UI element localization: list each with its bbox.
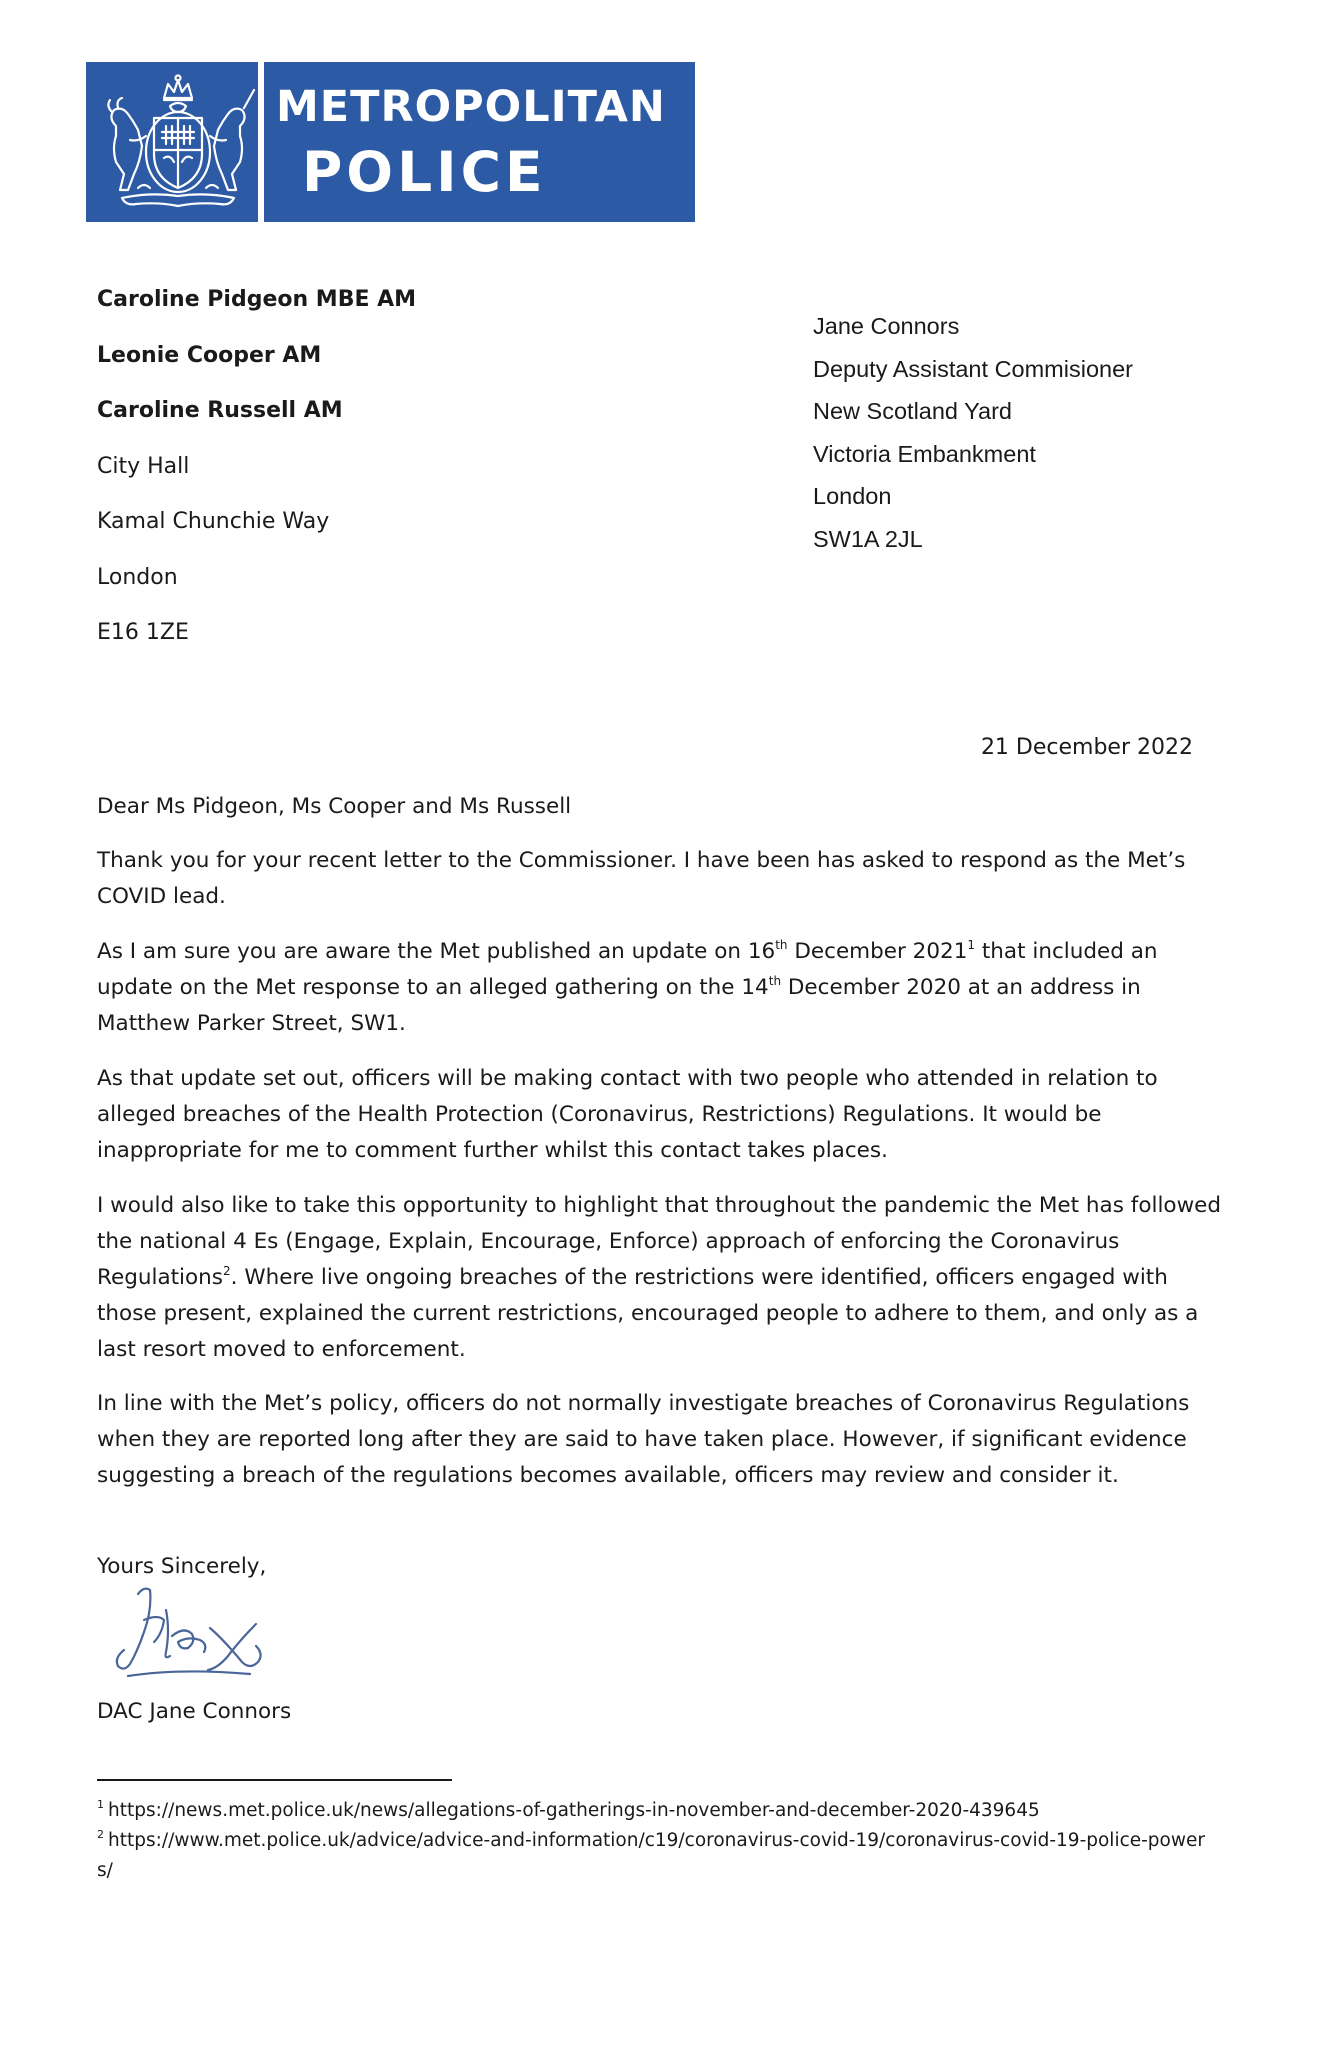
footnote-ref: 1 xyxy=(967,938,976,952)
footnote-link[interactable]: https://news.met.police.uk/news/allegations-of-gatherings-in-november-and-december-2020-439645 xyxy=(108,1800,1040,1821)
recipient-address-line: London xyxy=(97,564,178,590)
recipient-address-line: City Hall xyxy=(97,453,190,479)
paragraph-text: As I am sure you are aware the Met published an update on 16 xyxy=(97,939,776,964)
recipient-address-line: Kamal Chunchie Way xyxy=(97,509,330,534)
paragraph: Thank you for your recent letter to the Commissioner. I have been has asked to respond as the Met’s COVID lead. xyxy=(97,848,1186,909)
footnote xyxy=(97,1796,1217,1826)
sender-address-line: London xyxy=(813,483,892,509)
closing: Yours Sincerely, xyxy=(97,1554,267,1579)
sender-address-block xyxy=(813,310,1133,565)
footnote-link[interactable]: https://www.met.police.uk/advice/advice-and-information/c19/coronavirus-covid-19/coronavirus-covid-19-police-powers/ xyxy=(97,1830,1205,1881)
paragraph xyxy=(97,934,1222,1042)
recipient-address-line: E16 1ZE xyxy=(97,620,189,645)
met-police-logo xyxy=(86,62,695,222)
footnote-number: 1 xyxy=(97,1798,104,1811)
royal-crest-icon xyxy=(94,70,262,214)
logo-text-metropolitan: METROPOLITAN xyxy=(276,82,666,132)
footnote-ref: 2 xyxy=(223,1264,231,1278)
paragraph-text: . Where live ongoing breaches of the restrictions were identified, officers engaged with those present, explained the current restrictions, encouraged people to adhere to them, and only as a last resort moved to enforcement. xyxy=(97,1265,1199,1362)
footnote xyxy=(97,1826,1217,1886)
recipient-name: Leonie Cooper AM xyxy=(97,342,322,368)
sender-address-line: New Scotland Yard xyxy=(813,398,1012,424)
ordinal-suffix: th xyxy=(768,974,782,988)
letter-date: 21 December 2022 xyxy=(980,735,1193,760)
signature-icon xyxy=(100,1580,290,1690)
ordinal-suffix: th xyxy=(775,938,788,952)
footnotes xyxy=(97,1796,1217,1886)
logo-text-police: POLICE xyxy=(302,140,547,204)
paragraph-text: December 2021 xyxy=(787,939,968,964)
paragraph: In line with the Met’s policy, officers do not normally investigate breaches of Coronavirus Regulations when they are reported long after they are said to have taken place. However, if significant evidence suggesting a breach of the regulations becomes available, officers may review and consider it. xyxy=(97,1391,1190,1488)
sender-address-line: Deputy Assistant Commisioner xyxy=(813,355,1133,382)
signatory-name: DAC Jane Connors xyxy=(97,1699,292,1724)
recipient-name: Caroline Pidgeon MBE AM xyxy=(97,287,417,312)
logo-divider xyxy=(258,62,264,222)
sender-address-line: Victoria Embankment xyxy=(813,440,1036,467)
sender-address-line: SW1A 2JL xyxy=(813,525,923,552)
paragraph: As that update set out, officers will be making contact with two people who attended in relation to alleged breaches of the Health Protection (Coronavirus, Restrictions) Regulations. It would be inappropriate for me to comment further whilst this contact takes places. xyxy=(97,1066,1158,1163)
footnote-divider xyxy=(97,1779,452,1781)
footnote-number: 2 xyxy=(97,1828,104,1841)
paragraph-text: December 2020 at an address in Matthew Parker Street, SW1. xyxy=(97,975,1141,1036)
paragraph xyxy=(97,1188,1222,1368)
salutation: Dear Ms Pidgeon, Ms Cooper and Ms Russell xyxy=(97,794,572,819)
recipient-address-block xyxy=(97,284,416,673)
recipient-name: Caroline Russell AM xyxy=(97,398,343,423)
paragraph-text: that included an update on the Met response to an alleged gathering on the 14 xyxy=(97,939,1158,1000)
sender-address-line: Jane Connors xyxy=(813,313,960,339)
paragraph-text: I would also like to take this opportunity to highlight that throughout the pandemic the Met has followed the national 4 Es (Engage, Explain, Encourage, Enforce) approach of enforcing the Coronavirus Regulations xyxy=(97,1193,1222,1290)
